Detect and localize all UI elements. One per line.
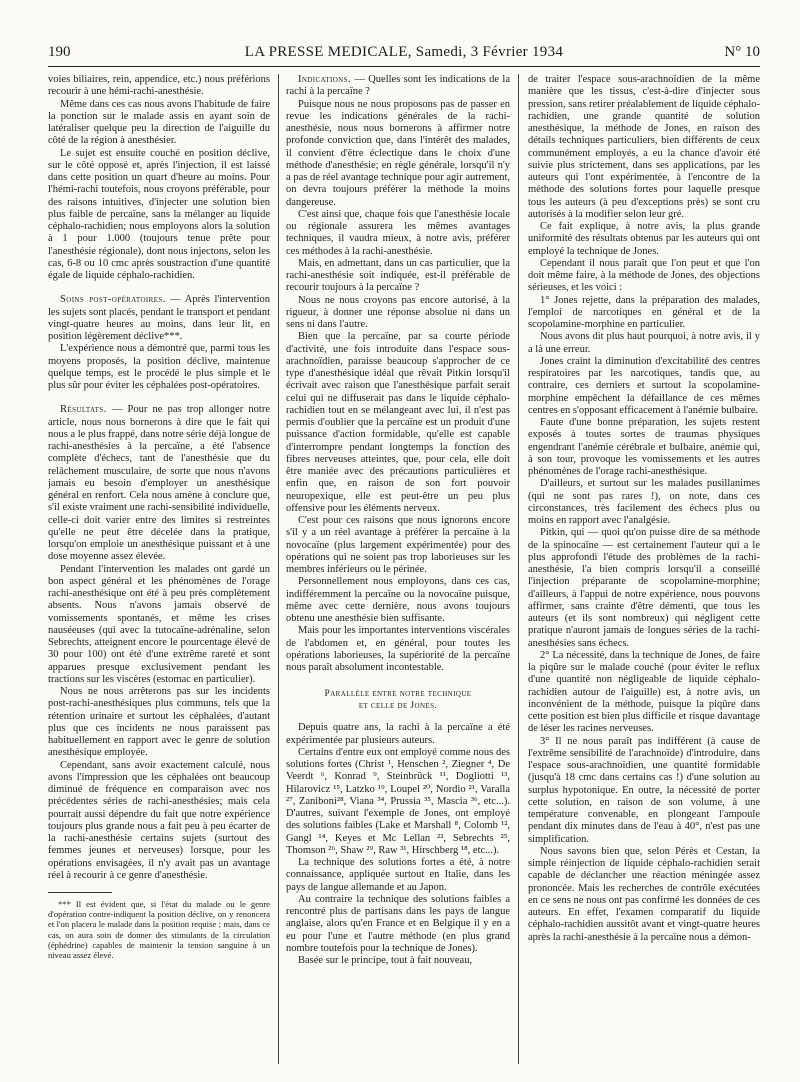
paragraph-resultats [48,404,270,563]
section-heading-soins: Soins post-opératoires. [60,294,166,306]
paragraph: Faute d'une bonne préparation, les sujets restent exposés à toutes sortes de traumas physiques engendrant l'anémie cérébrale et bulbaire, anémie qui, à son tour, provoque les vomissements et les autres phénomènes de l'orage rachi-anesthésique. [528,417,760,477]
column-left [48,74,270,1064]
paragraph: Depuis quatre ans, la rachi à la percaïne a été expérimentée par plusieurs auteurs. [286,722,510,746]
paragraph: C'est pour ces raisons que nous ignorons encore s'il y a un réel avantage à préférer la percaïne à la novocaïne (plus largement expérimentée) pour des opérations qui ne soient pas trop laborieuses sur les membres inférieurs ou le périnée. [286,515,510,575]
paragraph: Cependant, sans avoir exactement calculé, nous avons l'impression que les céphalées ont beaucoup diminué de fréquence en comparaison avec nos précédentes séries de rachi-anesthésies; mais cela pourrait aussi dépendre du fait que notre expérience toujours plus grande nous a fait peu à peu écarter de la rachi-anesthésie certains sujets (surtout des femmes jeunes et nerveuses) lorsque, pour les opérations envisagées, il n'y avait pas un avantage réel à recourir à ce genre d'anesthésie. [48,759,270,881]
header-rule [48,66,760,67]
paragraph: Même dans ces cas nous avons l'habitude de faire la ponction sur le malade assis en ayant soin de latéraliser quelque peu la direction de l'aiguille du côté de la région à anesthésier. [48,98,270,147]
page-header [48,44,760,66]
column-middle [286,74,510,1064]
paragraph: Nous ne nous arrêterons pas sur les incidents post-rachi-anesthésiques plus communs, tels que la rétention urinaire et surtout les céphalées, d'autant plus que ces incidents ne nous paraissent pas habituellement en rapport avec le genre de solution anesthésique employée. [48,686,270,759]
paragraph: Mais, en admettant, dans un cas particulier, que la rachi-anesthésie soit indiquée, est-il préférable de recourir toujours à la percaïne ? [286,257,510,294]
paragraph: Mais pour les importantes interventions viscérales de l'abdomen et, en général, pour toutes les opérations laborieuses, la supériorité de la percaïne nous paraît absolument incontestable. [286,625,510,673]
paragraph: D'ailleurs, et surtout sur les malades pusillanimes (qui ne sont pas rares !), on note, dans ces circonstances, très facilement des échecs plus ou moins en rapport avec l'analgésie. [528,478,760,526]
paragraph: Personnellement nous employons, dans ces cas, indifféremment la percaïne ou la novocaïne puisque, même avec cette dernière, nous avons toujours obtenu une anesthésie bien suffisante. [286,576,510,624]
paragraph: Basée sur le principe, tout à fait nouveau, [298,955,473,966]
footnote: *** Il est évident que, si l'état du malade ou le genre d'opération contre-indiquent la position déclive, on y renoncera et l'on placera le malade dans la position requise ; mais, dans ce cas, on aura soin de donner des stimulants de la circulation (éphédrine) capables de maintenir la tension sanguine à un niveau assez élevé. [48,899,270,961]
section-heading-parallele [286,688,510,712]
paragraph-text: — Quelles sont les indications de la rachi à la percaïne ? [286,74,510,98]
column-divider [278,74,279,1064]
paragraph: Nous ne nous croyons pas encore autorisé, à la rigueur, à donner une réponse absolue ni dans un sens ni dans l'autre. [286,294,510,330]
column-divider [518,74,519,1064]
paragraph: C'est ainsi que, chaque fois que l'anesthésie locale ou régionale assurera les mêmes avantages techniques, il vaudra mieux, à notre avis, préférer ces méthodes à la rachi-anesthésie. [286,208,510,257]
paragraph: Pitkin, qui — quoi qu'on puisse dire de sa méthode de la spinocaïne — est certainement l'auteur qui a le plus approfondi l'étude des problèmes de la rachi-anesthésie, l'a bien compris lorsqu'il a conseillé l'injection préparante de scopolamine-morphine; d'ailleurs, à l'appui de notre expérience, nous pouvons affirmer, sans crainte d'être démenti, que tous les auteurs (et ils sont nombreux) qui négligent cette pratique n'auront jamais de longues séries de la rachi-anesthésies sans échecs. [528,527,760,649]
paragraph: Jones craint la diminution d'excitabilité des centres respiratoires par les narcotiques, tandis que, au contraire, ces derniers et surtout la scopolamine-morphine empêchent la défaillance de ces mêmes centres en s'opposant efficacement à l'anémie bulbaire. [528,355,760,416]
section-heading-resultats: Résultats. [60,404,107,416]
paragraph: Bien que la percaïne, par sa courte période d'activité, une fois introduite dans l'espace sous-arachnoïdien, paraisse beaucoup s'approcher de ce type d'anesthésique idéal que rêvait Pitkin lorsqu'il écrivait avec raison que l'anesthésique parfait serait celui qui ne diffuserait pas dans le liquide céphalo-rachidien tout en se mélangeant avec lui, il n'est pas permis d'oublier que la percaïne est un produit d'une puissance d'action formidable, qu'elle est capable d'interrompre pendant longtemps la fonction des fibres nerveuses atteintes, que, pour cela, elle doit être maniée avec des précautions particulières et enfin que, en raison de son fort pouvoir neuropexique, elle est peut-être un peu plus offensive pour les éléments nerveux. [286,331,510,514]
paragraph: 1° Jones rejette, dans la préparation des malades, l'emploi de narcotiques en général et de la scopolamine-morphine en particulier. [528,294,760,330]
paragraph: Au contraire la technique des solutions faibles a rencontré plus de partisans dans les pays de langue anglaise, alors qu'en France et en Belgique il y en a eu pour l'une et l'autre méthode (en plus grand nombre toutefois pour la technique de Jones). [286,893,510,954]
section-heading-line: et celle de Jones. [358,701,438,712]
paragraph: Le sujet est ensuite couché en position déclive, sur le côté opposé et, après l'injection, il est laissé dans cette position un quart d'heure au moins. Pour l'hémi-rachi toutefois, nous croyons préférable, pour des raisons intuitives, d'injecter une solution bien plus faible de percaïne, sans la mélanger au liquide céphalo-rachidien; nous employons alors la solution à 1 pour 1.000 (toujours tenue prête pour l'anesthésie régionale), dont nous injectons, selon les cas, 6-8 ou 10 cmc après soustraction d'une quantité égale de liquide céphalo-rachidien. [48,147,270,281]
paragraph-indications [286,74,510,99]
issue-number: N° 10 [724,44,760,60]
paragraph: Nous savons bien que, selon Pérès et Cestan, la simple réinjection de liquide céphalo-rachidien serait capable de déclancher une réaction méningée assez prononcée. Mais les recherches de contrôle exécutées en ce sens ne nous ont pas confirmé les données de ces auteurs. En effet, l'examen comparatif du liquide céphalo-rachidien aussitôt avant et vingt-quatre heures après la rachi-anesthésie à la percaïne nous a démon- [528,845,760,943]
paragraph: Ce fait explique, à notre avis, la plus grande uniformité des résultats obtenus par les auteurs qui ont employé la technique de Jones. [528,221,760,257]
paragraph: de traiter l'espace sous-arachnoïdien de la même manière que les tissus, c'est-à-dire d'injecter sous pression, sans retirer préalablement de liquide céphalo-rachidien, une grande quantité de solution anesthésique, la méthode de Jones, en raison des détails techniques particuliers, bien différents de ceux communément employés, a eu la chance d'avoir été suivie plus strictement, dans ses applications, par les auteurs qui l'ont expérimentée, à l'encontre de la méthode des solutions fortes pour laquelle presque tous les auteurs (à peu d'exceptions près) se sont cru autorisés à la modifier selon leur gré. [528,74,760,220]
paragraph: Certains d'entre eux ont employé comme nous des solutions fortes (Christ ¹, Henschen ², Ziegner ⁴, De Veerdt ⁶, Konrad ⁹, Steinbrück ¹¹, Dogliotti ¹³, Hilarovicz ¹⁵, Latzko ¹⁹, Loupel ²⁰, Nordio ²¹, Varalla ²⁷, Zaniboni²⁸, Viana ³⁴, Prussia ³⁵, Mascia ³⁶, etc...). D'autres, suivant l'exemple de Jones, ont employé des solutions faibles (Lake et Marshall ⁸, Colomb ¹², Gangl ¹⁴, Keyes et Mc Lellan ²², Sebrechts ²⁵, Thomson ²⁶, Shaw ²⁹, Raw ³¹, Hirschberg ¹⁸, etc...). [286,746,510,856]
footnote-rule [48,892,112,893]
column-right [528,74,760,1064]
section-heading-line: Parallèle entre notre technique [324,689,472,700]
paragraph: La technique des solutions fortes a été, à notre connaissance, appliquée surtout en Italie, dans les pays de langue allemande et au Japon. [286,857,510,893]
paragraph: voies biliaires, rein, appendice, etc.) nous préférions recourir à une hémi-rachi-anesthésie. [48,74,270,98]
paragraph-text: — Pour ne pas trop allonger notre article, nous nous bornerons à dire que le fait qui nous a le plus frappé, dans notre série déjà longue de rachi-anesthésies à la percaïne, a été l'absence complète d'échecs, tant de l'anesthésie que du relâchement musculaire, de sorte que nous n'avons jamais eu besoin d'employer un anesthésique général en renfort. Cela nous amène à conclure que, s'il existe vraiment une rachi-sensibilité individuelle, celle-ci doit varier entre des limites si restreintes qu'elle ne peut être décelée dans la pratique, lorsqu'on emploie un anesthésique puissant et à une dose moyenne assez élevée. [48,404,270,563]
paragraph: Pendant l'intervention les malades ont gardé un bon aspect général et les phénomènes de l'orage rachi-anesthésique ont été à peu près complètement absents. Nous n'avons jamais observé de vomissements spontanés, et même les crises nauséeuses (qui avec la tutocaïne-adrénaline, selon Sebrechts, atteignent encore le pourcentage élevé de 30 pour 100) ont été d'une extrême rareté et sont apparues presque exclusivement pendant les tractions sur les viscères (estomac en particulier). [48,563,270,685]
paragraph: Nous avons dit plus haut pourquoi, à notre avis, il y a là une erreur. [528,331,760,355]
paragraph: Puisque nous ne nous proposons pas de passer en revue les indications générales de la rachi-anesthésie, nous nous bornerons à affirmer notre profonde conviction que, dans l'intérêt des malades, il convient d'être éclectique dans le choix d'une méthode d'anesthésie; en règle générale, lorsqu'il n'y a pas de réel avantage technique pour agir autrement, on devra toujours préférer la méthode la moins dangereuse. [286,98,510,208]
paragraph: L'expérience nous a démontré que, parmi tous les moyens proposés, la position déclive, maintenue quelque temps, est le procédé le plus simple et le plus sûr pour éviter les céphalées post-opératoires. [48,343,270,391]
paragraph: 2° La nécessité, dans la technique de Jones, de faire la piqûre sur le malade couché (pour éviter le reflux d'une quantité non négligeable de liquide céphalo-rachidien autour de l'aiguille) est, à notre avis, un inconvénient de la méthode, puisque la piqûre dans cette position est bien plus difficile et risque davantage de léser les racines nerveuses. [528,649,760,735]
journal-title: LA PRESSE MEDICALE, Samedi, 3 Février 1934 [244,44,564,60]
paragraph: 3° Il ne nous paraît pas indifférent (à cause de l'extrême sensibilité de l'arachnoïde) d'introduire, dans l'espace sous-arachnoïdien, une quantité formidable (jusqu'à 18 cmc dans certains cas !) d'une solution au surplus hypotonique. En outre, la nécessité de porter cette solution, en raison de son volume, à une température convenable, en plongeant l'ampoule pendant dix minutes dans de l'eau à 40°, n'est pas une simplification. [528,735,760,845]
section-heading-indications: Indications. [298,74,351,85]
paragraph-soins [48,294,270,343]
paragraph: Cependant il nous paraît que l'on peut et que l'on doit même faire, à la méthode de Jones, des objections sérieuses, et les voici : [528,257,760,294]
paragraph-text: — Après l'intervention les sujets sont placés, pendant le transport et pendant vingt-quatre heures au moins, dans leur lit, en position légèrement déclive***. [48,294,270,342]
page-number: 190 [48,44,71,60]
